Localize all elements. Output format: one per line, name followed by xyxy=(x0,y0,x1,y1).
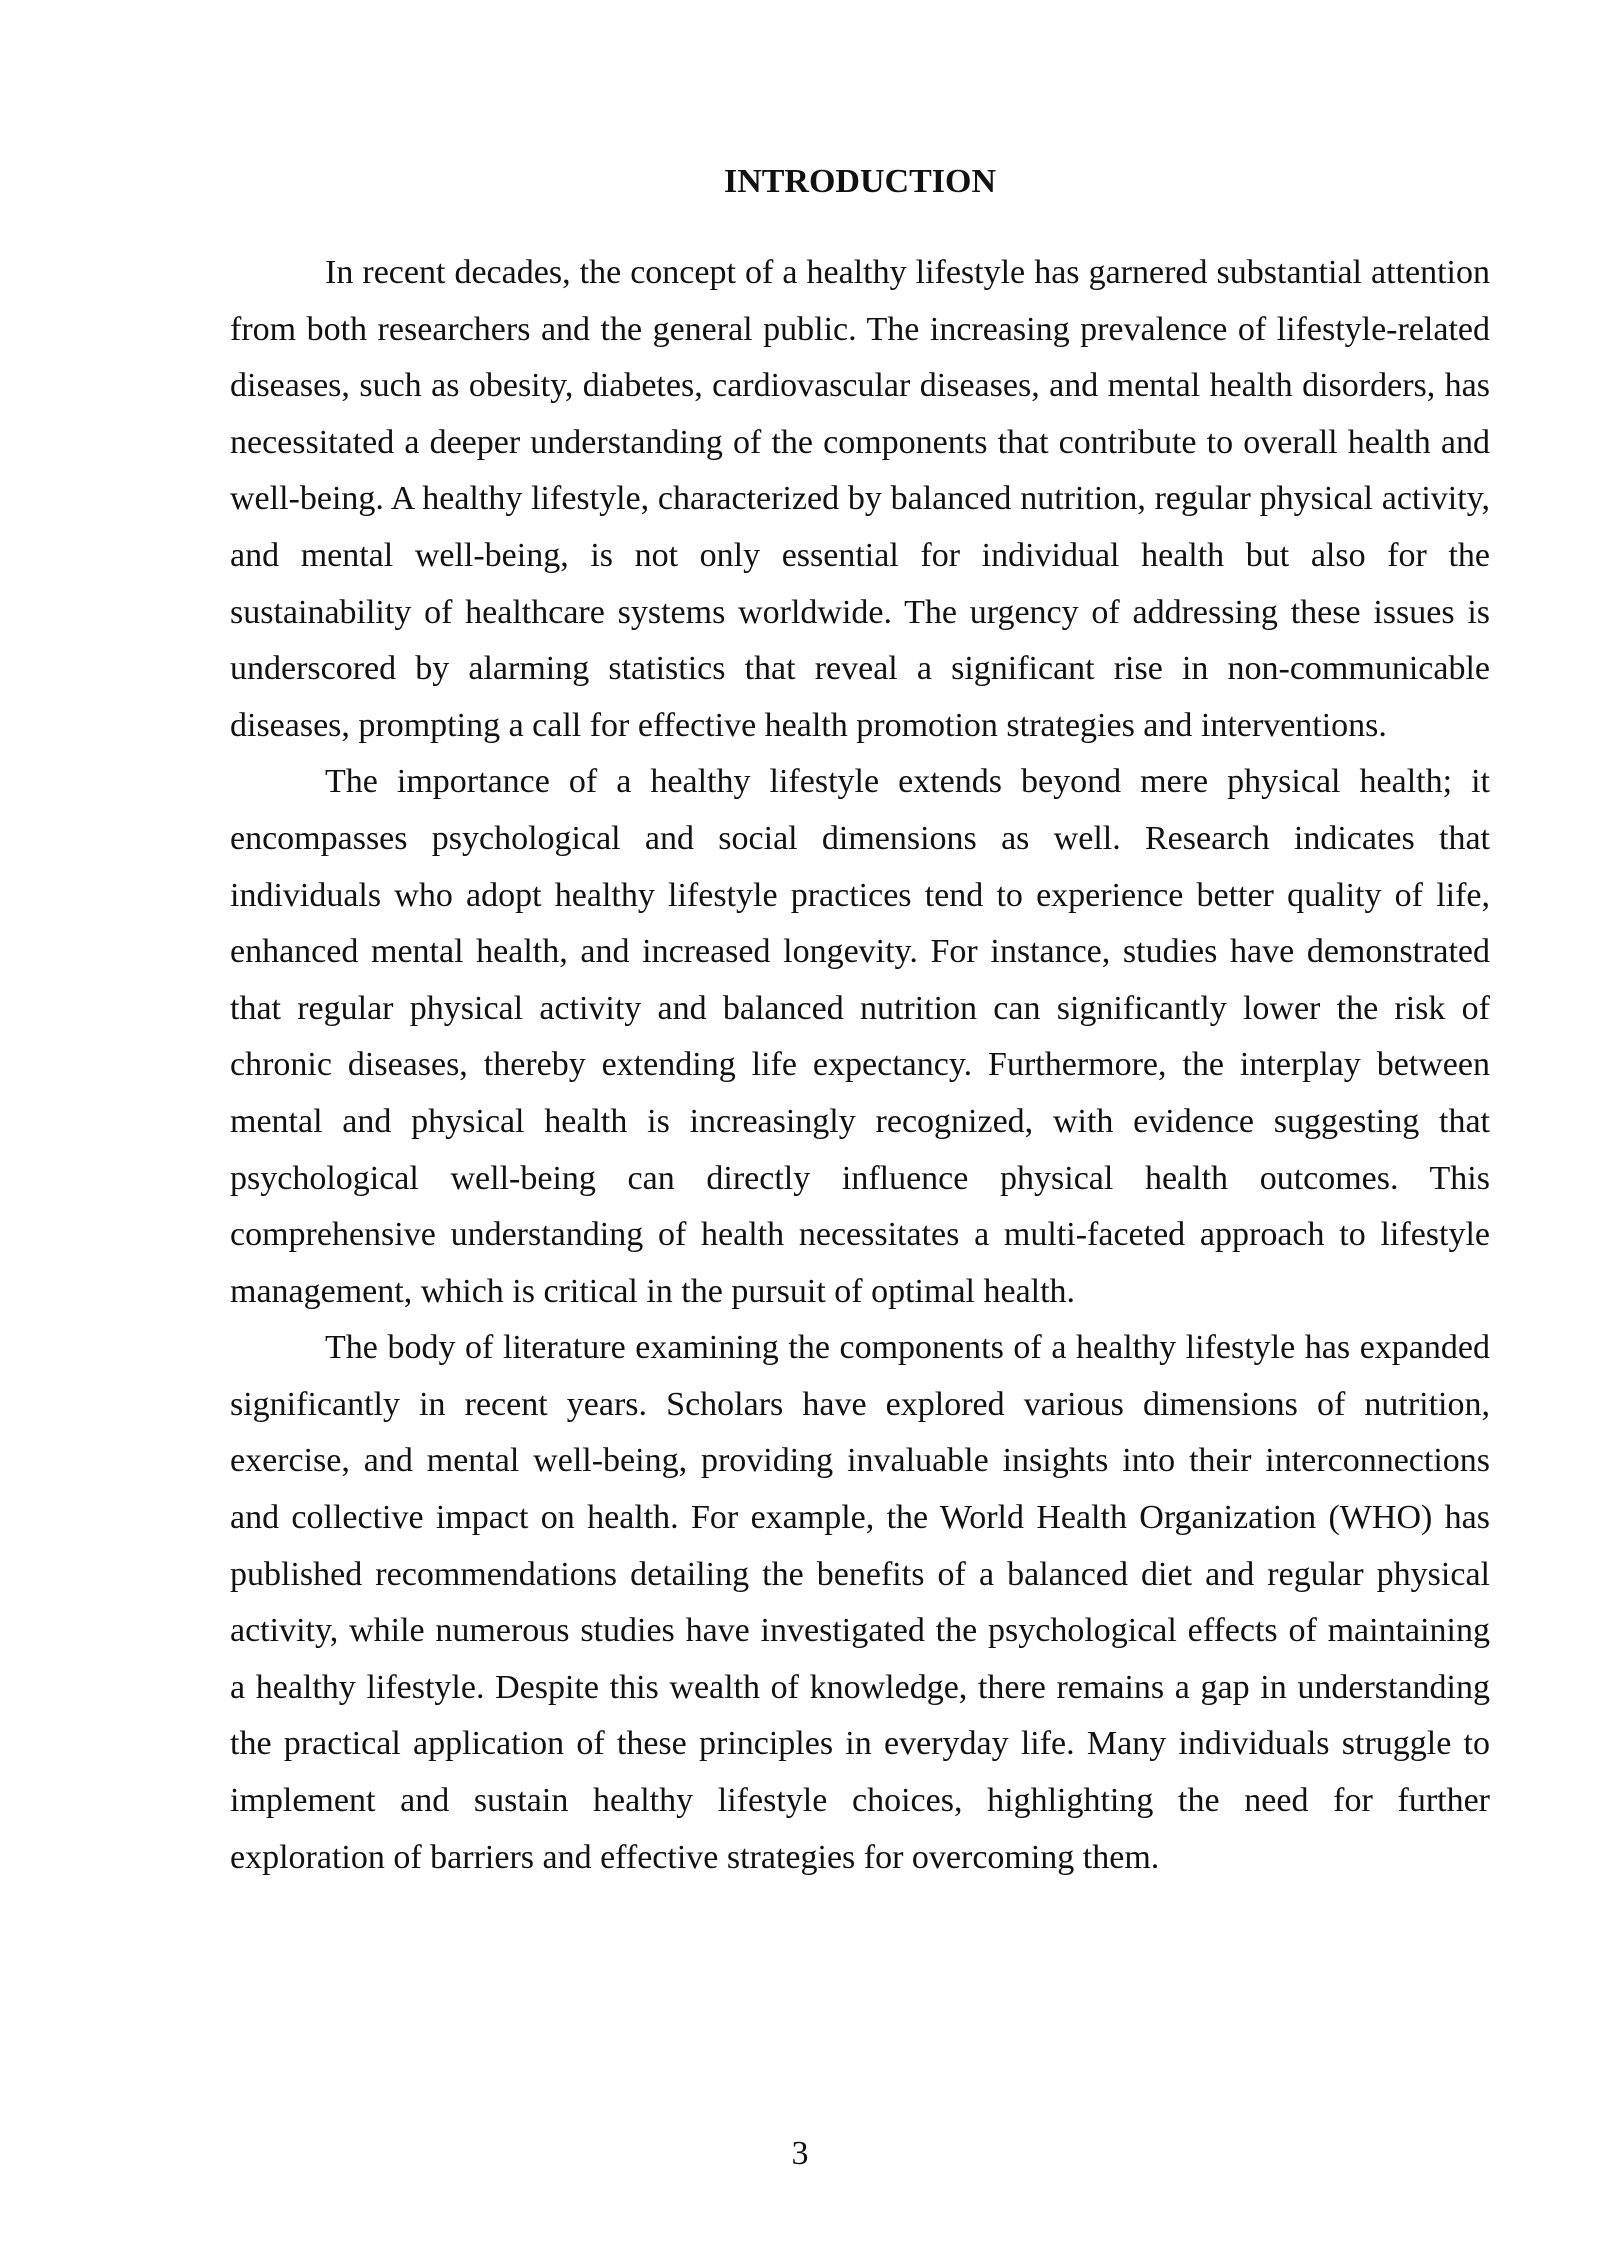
paragraph-2: The importance of a healthy lifestyle extends beyond mere physical health; it encompasses psychological and social dimensions as well. Research indicates that individuals who adopt healthy lifestyle practices tend to experience better quality of life, enhanced mental health, and increased longevity. For instance, studies have demonstrated that regular physical activity and balanced nutrition can significantly lower the risk of chronic diseases, thereby extending life expectancy. Furthermore, the interplay between mental and physical health is increasingly recognized, with evidence suggesting that psychological well-being can directly influence physical health outcomes. This comprehensive understanding of health necessitates a multi-faceted approach to lifestyle management, which is critical in the pursuit of optimal health. xyxy=(230,763,1490,1310)
paragraph-3: The body of literature examining the components of a healthy lifestyle has expanded significantly in recent years. Scholars have explored various dimensions of nutrition, exercise, and mental well-being, providing invaluable insights into their interconnections and collective impact on health. For example, the World Health Organization (WHO) has published recommendations detailing the benefits of a balanced diet and regular physical activity, while numerous studies have investigated the psychological effects of maintaining a healthy lifestyle. Despite this wealth of knowledge, there remains a gap in understanding the practical application of these principles in everyday life. Many individuals struggle to implement and sustain healthy lifestyle choices, highlighting the need for further exploration of barriers and effective strategies for overcoming them. xyxy=(230,1329,1490,1876)
body-text xyxy=(230,245,1490,1886)
page-number: 3 xyxy=(791,2135,809,2172)
paragraph-1: In recent decades, the concept of a healthy lifestyle has garnered substantial attention from both researchers and the general public. The increasing prevalence of lifestyle-related diseases, such as obesity, diabetes, cardiovascular diseases, and mental health disorders, has necessitated a deeper understanding of the components that contribute to overall health and well-being. A healthy lifestyle, characterized by balanced nutrition, regular physical activity, and mental well-being, is not only essential for individual health but also for the sustainability of healthcare systems worldwide. The urgency of addressing these issues is underscored by alarming statistics that reveal a significant rise in non-communicable diseases, prompting a call for effective health promotion strategies and interventions. xyxy=(230,254,1490,744)
section-heading: INTRODUCTION xyxy=(723,163,997,200)
